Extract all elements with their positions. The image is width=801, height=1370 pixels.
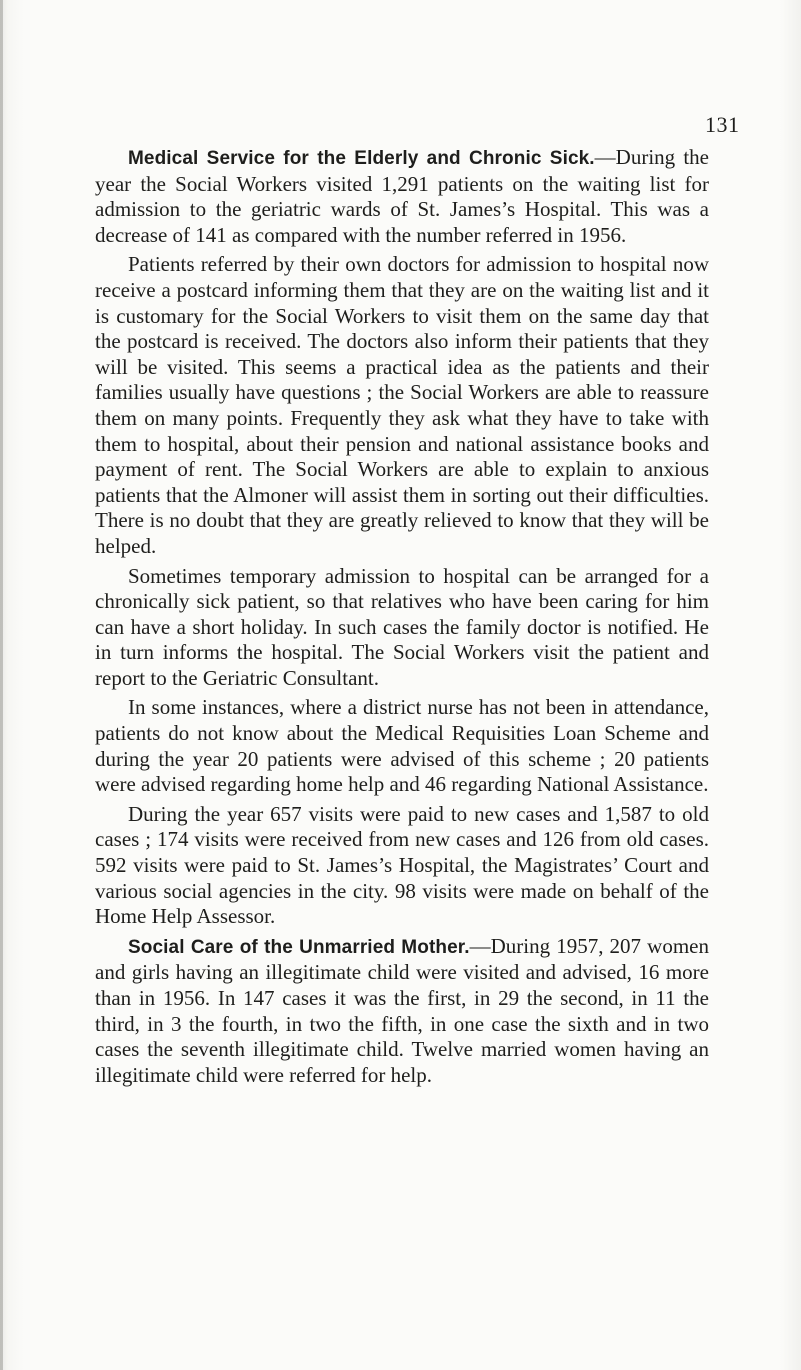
paragraph-text: —During 1957, 207 women and girls having an illegitimate child were visited and advised, 16 more than in 1956. In 147 cases it was the first, in 29 the second, in 11 the third, in 3 the fourth, in two the fifth, in one case the sixth and in two cases the seventh illegitimate child. Twelve married women having an illegitimate child were referred for help. (95, 933, 709, 1087)
body-text (95, 145, 709, 1092)
paragraph-temporary-admission (95, 564, 709, 692)
section-heading-unmarried-mother: Social Care of the Unmarried Mother. (128, 936, 470, 958)
paragraph-text: In some instances, where a district nurse has not been in attendance, patients do not know about the Medical Requisities Loan Scheme and during the year 20 patients were advised of this scheme ; 20 patients were advised regarding home help and 46 regarding National Assistance. (95, 695, 709, 797)
section-heading-elderly-chronic-sick: Medical Service for the Elderly and Chronic Sick. (128, 148, 595, 169)
paragraph-loan-scheme (95, 695, 709, 797)
paragraph-text: Sometimes temporary admission to hospital can be arranged for a chronically sick patient, so that relatives who have been caring for him can have a short holiday. In such cases the family doctor is notified. He in turn informs the hospital. The Social Workers visit the patient and report to the Geriatric Consultant. (95, 563, 709, 690)
paragraph-text: During the year 657 visits were paid to new cases and 1,587 to old cases ; 174 visits were received from new cases and 126 from old cases. 592 visits were paid to St. James’s Hospital, the Magistrates’ Court and various social agencies in the city. 98 visits were made on behalf of the Home Help Assessor. (95, 801, 709, 929)
paragraph-postcard-referrals (95, 252, 709, 559)
paragraph-elderly-chronic-sick (95, 145, 709, 248)
paragraph-unmarried-mother (95, 934, 709, 1089)
paragraph-text: Patients referred by their own doctors for admission to hospital now receive a postcard informing them that they are on the waiting list and it is customary for the Social Workers to visit them on the same day that the postcard is received. The doctors also inform their patients that they will be visited. This seems a practical idea as the patients and their families usually have questions ; the Social Workers are able to reassure them on many points. Frequently they ask what they have to take with them to hospital, about their pension and national assistance books and payment of rent. The Social Workers are able to explain to anxious patients that the Almoner will assist them in sorting out their difficulties. There is no doubt that they are greatly relieved to know that they will be helped. (95, 252, 709, 558)
page-binding-edge (0, 0, 3, 1370)
paragraph-visits (95, 802, 709, 930)
paragraph-text: —During the year the Social Workers visited 1,291 patients on the waiting list for admission to the geriatric wards of St. James’s Hospital. This was a decrease of 141 as compared with the number referred in 1956. (95, 145, 709, 247)
page-number: 131 (705, 112, 740, 137)
